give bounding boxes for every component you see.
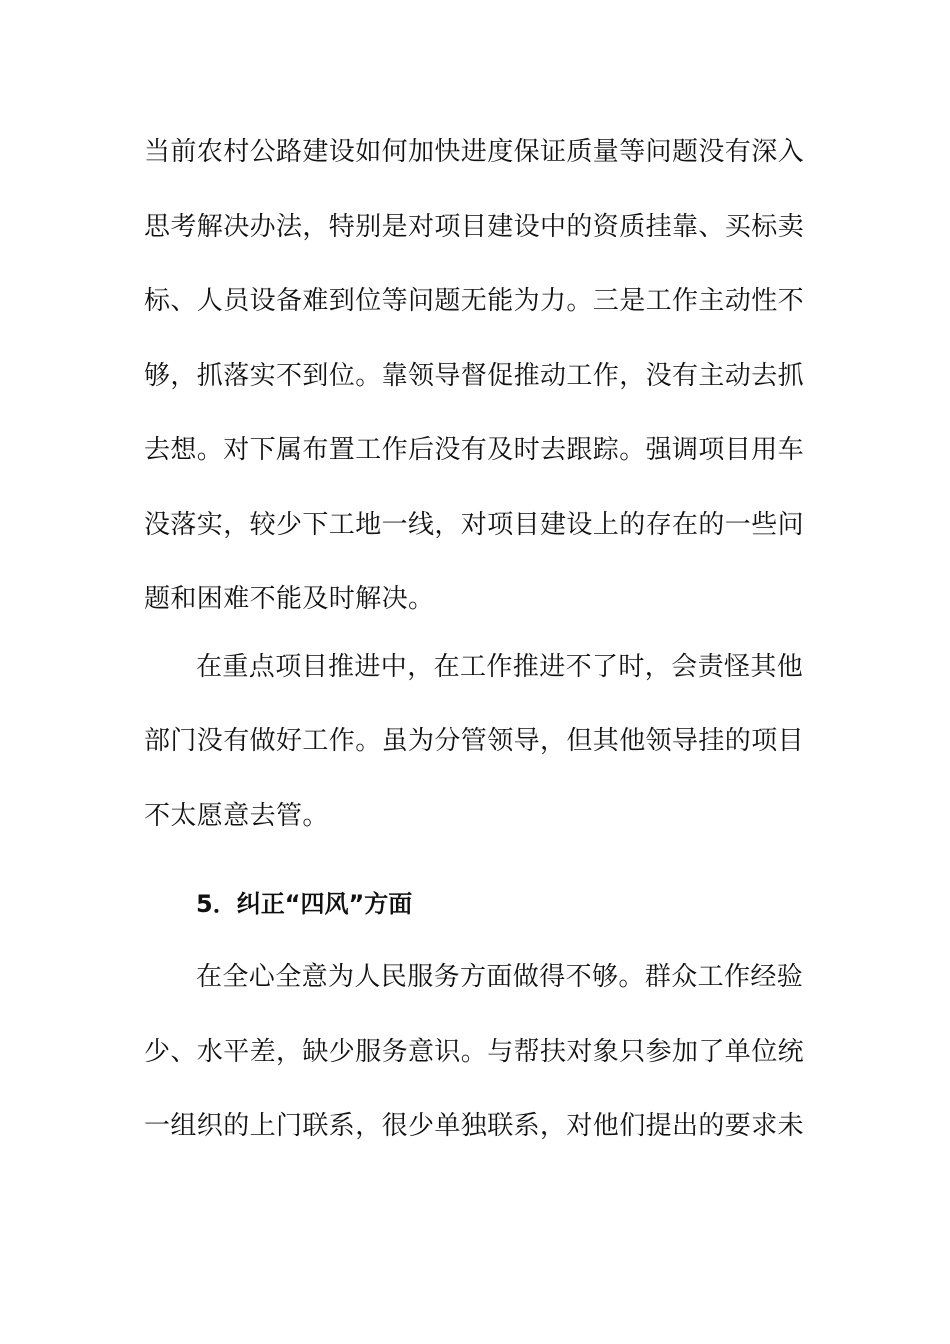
paragraph-1-line-4: 够，抓落实不到位。靠领导督促推动工作，没有主动去抓 xyxy=(144,361,805,391)
paragraph-1-line-5: 去想。对下属布置工作后没有及时去跟踪。强调项目用车 xyxy=(144,435,805,465)
paragraph-1-line-7: 题和困难不能及时解决。 xyxy=(144,584,435,614)
paragraph-1-line-3: 标、人员设备难到位等问题无能为力。三是工作主动性不 xyxy=(144,286,805,316)
paragraph-1-line-1: 当前农村公路建设如何加快进度保证质量等问题没有深入 xyxy=(144,137,805,167)
paragraph-3-line-3: 一组织的上门联系，很少单独联系，对他们提出的要求未 xyxy=(144,1111,805,1141)
paragraph-1-line-6: 没落实，较少下工地一线，对项目建设上的存在的一些问 xyxy=(144,510,805,540)
paragraph-2-line-3: 不太愿意去管。 xyxy=(144,801,329,831)
paragraph-1-line-2: 思考解决办法，特别是对项目建设中的资质挂靠、买标卖 xyxy=(144,212,805,242)
section-heading: 5．纠正“四风”方面 xyxy=(196,890,413,918)
paragraph-2-line-1: 在重点项目推进中，在工作推进不了时，会责怪其他 xyxy=(196,652,804,682)
paragraph-2-line-2: 部门没有做好工作。虽为分管领导，但其他领导挂的项目 xyxy=(144,726,805,756)
paragraph-3-line-1: 在全心全意为人民服务方面做得不够。群众工作经验 xyxy=(196,962,804,992)
paragraph-3-line-2: 少、水平差，缺少服务意识。与帮扶对象只参加了单位统 xyxy=(144,1037,805,1067)
